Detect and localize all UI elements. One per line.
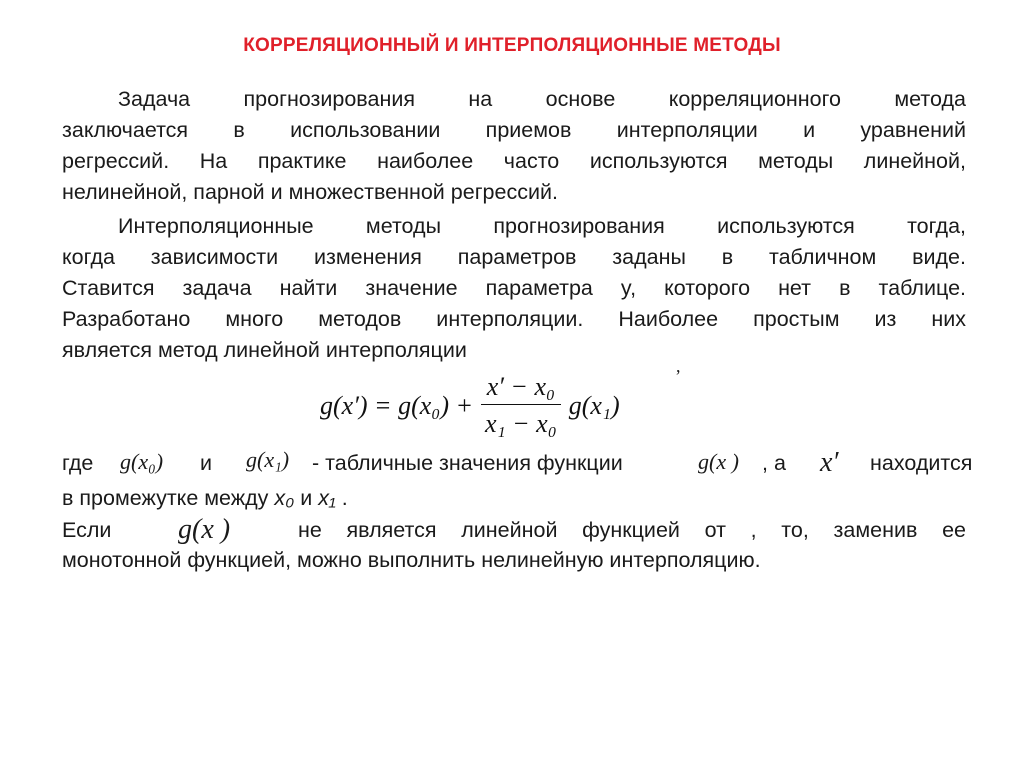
p1-line-1: Задача прогнозирования на основе корреляционного метода xyxy=(118,87,966,111)
page-title: КОРРЕЛЯЦИОННЫЙ И ИНТЕРПОЛЯЦИОННЫЕ МЕТОДЫ xyxy=(243,35,781,56)
formula-comma: , xyxy=(676,356,681,376)
table-values-text: - табличные значения функции xyxy=(312,451,623,475)
formula-denominator: x₁ − x₀ xyxy=(485,409,557,438)
p2-line-4: Разработано много методов интерполяции. Наиболее простым из них xyxy=(62,307,966,331)
interval-dot: . xyxy=(341,486,348,510)
formula-rhs: g(x₁) xyxy=(568,390,620,420)
located-text: находится xyxy=(870,451,973,475)
formula-fraction xyxy=(479,372,563,439)
interval-and-text: и xyxy=(300,486,313,510)
x0-symbol: x₀ xyxy=(274,486,295,510)
interval-row xyxy=(62,486,966,511)
p2-line-1: Интерполяционные методы прогнозирования используются тогда, xyxy=(118,214,966,238)
p2-line-2: когда зависимости изменения параметров заданы в табличном виде. xyxy=(62,245,966,269)
nonlinear-text: не является линейной функцией от , то, заменив ее xyxy=(298,518,966,542)
formula-numerator: x′ − x₀ xyxy=(481,372,561,405)
g-x0-symbol: g(x₀) xyxy=(120,449,164,474)
linear-interpolation-formula xyxy=(320,372,620,439)
and-text: и xyxy=(200,451,213,475)
x-prime-symbol: x′ xyxy=(820,447,839,478)
if-text: Если xyxy=(62,518,112,542)
paragraph-forecasting xyxy=(62,84,966,208)
p2-line-3: Ставится задача найти значение параметра y, которого нет в таблице. xyxy=(62,276,966,300)
definition-row xyxy=(62,447,973,483)
g-x1-symbol: g(x₁) xyxy=(246,447,290,472)
g-x-symbol-2: g(x ) xyxy=(178,514,231,545)
p2-line-5: является метод линейной интерполяции xyxy=(62,338,467,362)
formula-lhs: g(x′) = g(x₀) + xyxy=(320,390,474,420)
where-text: где xyxy=(62,451,94,475)
x1-symbol: x₁ xyxy=(318,486,336,510)
g-x-symbol: g(x ) xyxy=(698,449,739,474)
if-row xyxy=(62,514,966,548)
interval-text: в промежутке между xyxy=(62,486,269,510)
p1-line-4: нелинейной, парной и множественной регрессий. xyxy=(62,180,558,204)
p1-line-2: заключается в использовании приемов интерполяции и уравнений xyxy=(62,118,966,142)
p1-line-3: регрессий. На практике наиболее часто используются методы линейной, xyxy=(62,149,966,173)
paragraph-interpolation xyxy=(62,211,966,366)
monotone-row: монотонной функцией, можно выполнить нелинейную интерполяцию. xyxy=(62,548,761,572)
and-a-text: , а xyxy=(762,451,786,475)
